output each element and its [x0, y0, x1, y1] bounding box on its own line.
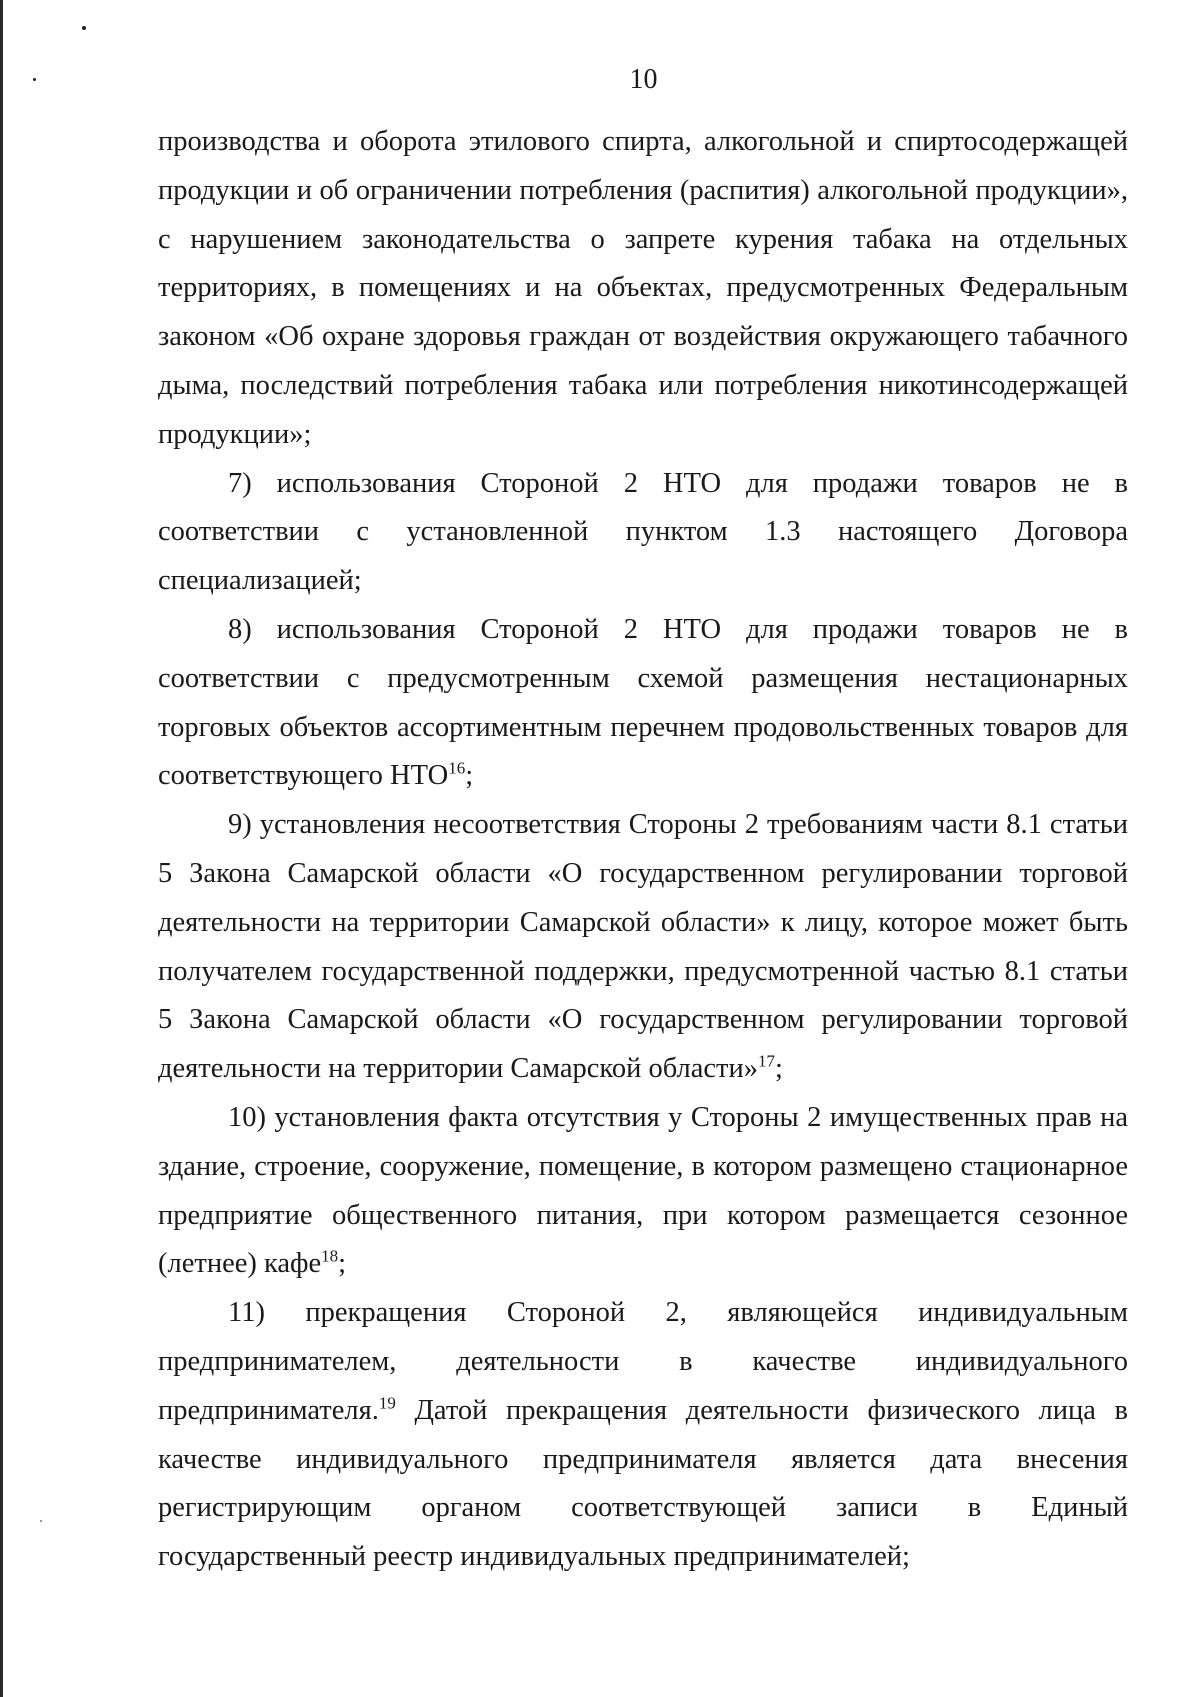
- list-item-11: [158, 1289, 1128, 1582]
- scan-speck: [40, 1520, 42, 1522]
- paragraph-text-after: ;: [774, 1053, 783, 1085]
- paragraph-text-after: Датой прекращения деятельности физического лица в качестве индивидуального предпринимателя является дата внесения регистрирующим органом соответствующей записи в Единый государственный реестр индивидуальных предпринимателей;: [158, 1394, 1128, 1573]
- scan-edge: [0, 0, 3, 1697]
- paragraph-text: производства и оборота этилового спирта, алкогольной и спиртосодержащей продукции и об ограничении потребления (распития) алкогольной продукции», с нарушением законодательства о запрете курения табака на отдельных территориях, в помещениях и на объектах, предусмотренных Федеральным законом «Об охране здоровья граждан от воздействия окружающего табачного дыма, последствий потребления табака или потребления никотинсодержащей продукции»;: [158, 126, 1128, 450]
- paragraph-continuation: [158, 118, 1128, 460]
- paragraph-text-after: ;: [338, 1248, 347, 1280]
- footnote-marker-18: 18: [321, 1246, 339, 1266]
- paragraph-text: 8) использования Стороной 2 НТО для продажи товаров не в соответствии с предусмотренным схемой размещения нестационарных торговых объектов ассортиментным перечнем продовольственных товаров для соответствующего НТО: [158, 613, 1128, 792]
- list-item-10: [158, 1094, 1128, 1289]
- paragraph-text: 10) установления факта отсутствия у Стороны 2 имущественных прав на здание, строение, сооружение, помещение, в котором размещено стационарное предприятие общественного питания, при котором размещается сезонное (летнее) кафе: [158, 1101, 1128, 1280]
- footnote-marker-16: 16: [448, 758, 466, 778]
- page-number: 10: [629, 64, 658, 95]
- paragraph-text: 7) использования Стороной 2 НТО для продажи товаров не в соответствии с установленной пунктом 1.3 настоящего Договора специализацией;: [158, 467, 1128, 597]
- scan-speck: [82, 26, 86, 30]
- list-item-8: [158, 606, 1128, 801]
- footnote-marker-17: 17: [757, 1051, 775, 1071]
- document-body: [158, 118, 1128, 1582]
- list-item-7: [158, 460, 1128, 606]
- footnote-marker-19: 19: [378, 1393, 396, 1413]
- paragraph-text: 9) установления несоответствия Стороны 2 требованиям части 8.1 статьи 5 Закона Самарской области «О государственном регулировании торговой деятельности на территории Самарской области» к лицу, которое может быть получателем государственной поддержки, предусмотренной частью 8.1 статьи 5 Закона Самарской области «О государственном регулировании торговой деятельности на территории Самарской области»: [158, 809, 1128, 1085]
- paragraph-text-after: ;: [465, 760, 474, 792]
- list-item-9: [158, 801, 1128, 1094]
- paragraph-text: 11) прекращения Стороной 2, являющейся индивидуальным предпринимателем, деятельности в качестве индивидуального предпринимателя.: [158, 1297, 1128, 1426]
